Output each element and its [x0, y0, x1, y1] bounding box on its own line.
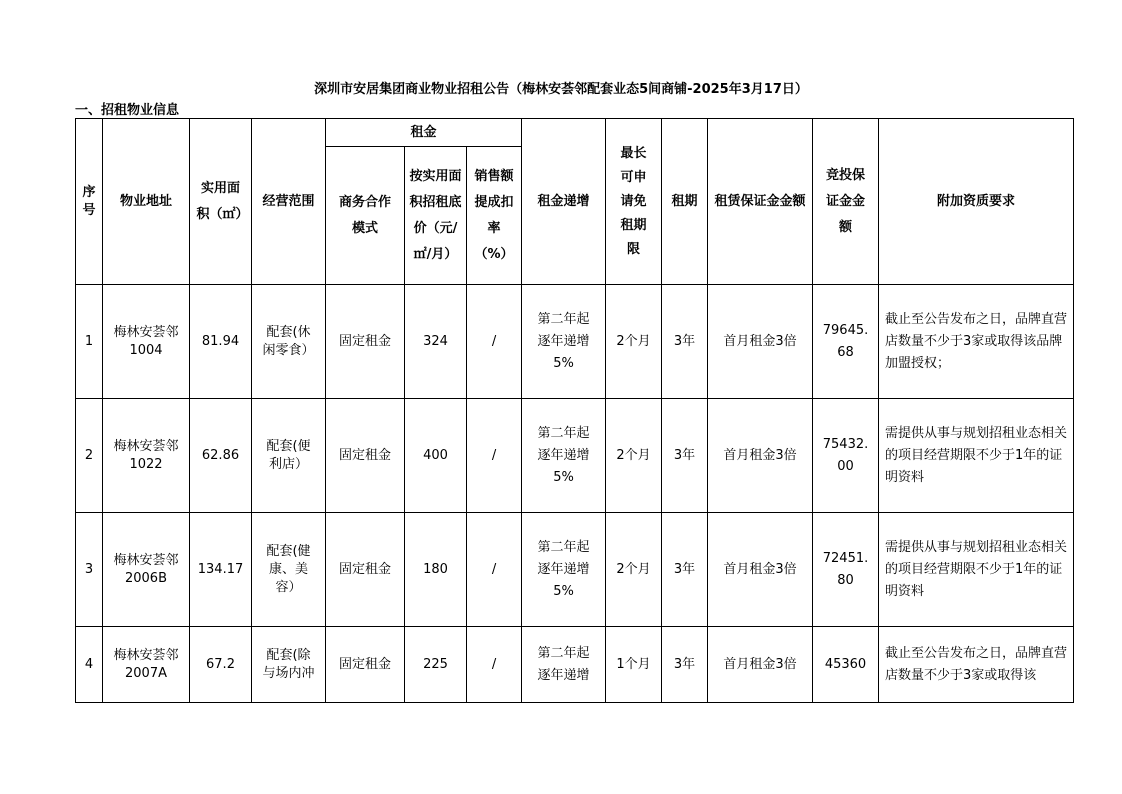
- cell-free-period: 2个月: [606, 399, 662, 513]
- cell-base-price: 225: [405, 627, 467, 703]
- cell-scope: 配套(健康、美容）: [252, 513, 326, 627]
- cell-sales-rate: /: [467, 399, 522, 513]
- cell-seq: 1: [76, 285, 103, 399]
- header-scope: 经营范围: [252, 119, 326, 285]
- cell-area: 134.17: [190, 513, 252, 627]
- cell-base-price: 324: [405, 285, 467, 399]
- cell-increase: 第二年起逐年递增5%: [522, 513, 606, 627]
- header-bid-deposit: 竞投保证金金额: [813, 119, 879, 285]
- header-address: 物业地址: [103, 119, 190, 285]
- cell-deposit: 首月租金3倍: [708, 627, 813, 703]
- cell-seq: 3: [76, 513, 103, 627]
- cell-deposit: 首月租金3倍: [708, 285, 813, 399]
- header-rent-group: 租金: [326, 119, 522, 147]
- cell-base-price: 180: [405, 513, 467, 627]
- cell-sales-rate: /: [467, 285, 522, 399]
- cell-deposit: 首月租金3倍: [708, 399, 813, 513]
- cell-area: 81.94: [190, 285, 252, 399]
- cell-base-price: 400: [405, 399, 467, 513]
- table-row: [76, 513, 1074, 627]
- cell-bid-deposit: 72451.80: [813, 513, 879, 627]
- cell-seq: 4: [76, 627, 103, 703]
- cell-requirements: 需提供从事与规划招租业态相关的项目经营期限不少于1年的证明资料: [879, 513, 1074, 627]
- header-base-price: 按实用面积招租底价（元/㎡/月）: [405, 147, 467, 285]
- cell-bid-deposit: 75432.00: [813, 399, 879, 513]
- cell-scope: 配套(除与场内冲: [252, 627, 326, 703]
- cell-free-period: 1个月: [606, 627, 662, 703]
- cell-seq: 2: [76, 399, 103, 513]
- cell-scope: 配套(休闲零食）: [252, 285, 326, 399]
- cell-scope: 配套(便利店）: [252, 399, 326, 513]
- header-requirements: 附加资质要求: [879, 119, 1074, 285]
- table-row: [76, 285, 1074, 399]
- cell-requirements: 截止至公告发布之日，品牌直营店数量不少于3家或取得该品牌加盟授权；: [879, 285, 1074, 399]
- header-increase: 租金递增: [522, 119, 606, 285]
- cell-address: 梅林安荟邻1004: [103, 285, 190, 399]
- cell-increase: 第二年起逐年递增: [522, 627, 606, 703]
- cell-sales-rate: /: [467, 513, 522, 627]
- cell-address: 梅林安荟邻2007A: [103, 627, 190, 703]
- cell-term: 3年: [662, 627, 708, 703]
- cell-requirements: 需提供从事与规划招租业态相关的项目经营期限不少于1年的证明资料: [879, 399, 1074, 513]
- cell-requirements: 截止至公告发布之日，品牌直营店数量不少于3家或取得该: [879, 627, 1074, 703]
- cell-coop-mode: 固定租金: [326, 627, 405, 703]
- cell-increase: 第二年起逐年递增5%: [522, 285, 606, 399]
- table-row: [76, 627, 1074, 703]
- header-seq: 序号: [76, 119, 103, 285]
- header-free-period: 最长可申请免租期限: [606, 119, 662, 285]
- cell-increase: 第二年起逐年递增5%: [522, 399, 606, 513]
- document-title: 深圳市安居集团商业物业招租公告（梅林安荟邻配套业态5间商铺-2025年3月17日）: [314, 82, 808, 97]
- cell-free-period: 2个月: [606, 513, 662, 627]
- cell-coop-mode: 固定租金: [326, 399, 405, 513]
- section-heading: 一、招租物业信息: [75, 103, 180, 118]
- table-row: [76, 399, 1074, 513]
- cell-sales-rate: /: [467, 627, 522, 703]
- cell-term: 3年: [662, 399, 708, 513]
- cell-coop-mode: 固定租金: [326, 285, 405, 399]
- cell-deposit: 首月租金3倍: [708, 513, 813, 627]
- cell-bid-deposit: 79645.68: [813, 285, 879, 399]
- cell-bid-deposit: 45360: [813, 627, 879, 703]
- cell-area: 67.2: [190, 627, 252, 703]
- cell-address: 梅林安荟邻2006B: [103, 513, 190, 627]
- header-area: 实用面积（㎡）: [190, 119, 252, 285]
- cell-free-period: 2个月: [606, 285, 662, 399]
- header-term: 租期: [662, 119, 708, 285]
- cell-address: 梅林安荟邻1022: [103, 399, 190, 513]
- header-coop-mode: 商务合作模式: [326, 147, 405, 285]
- cell-area: 62.86: [190, 399, 252, 513]
- header-deposit: 租赁保证金金额: [708, 119, 813, 285]
- header-sales-rate: 销售额提成扣率（%）: [467, 147, 522, 285]
- cell-term: 3年: [662, 285, 708, 399]
- cell-term: 3年: [662, 513, 708, 627]
- property-table: [75, 118, 1074, 703]
- cell-coop-mode: 固定租金: [326, 513, 405, 627]
